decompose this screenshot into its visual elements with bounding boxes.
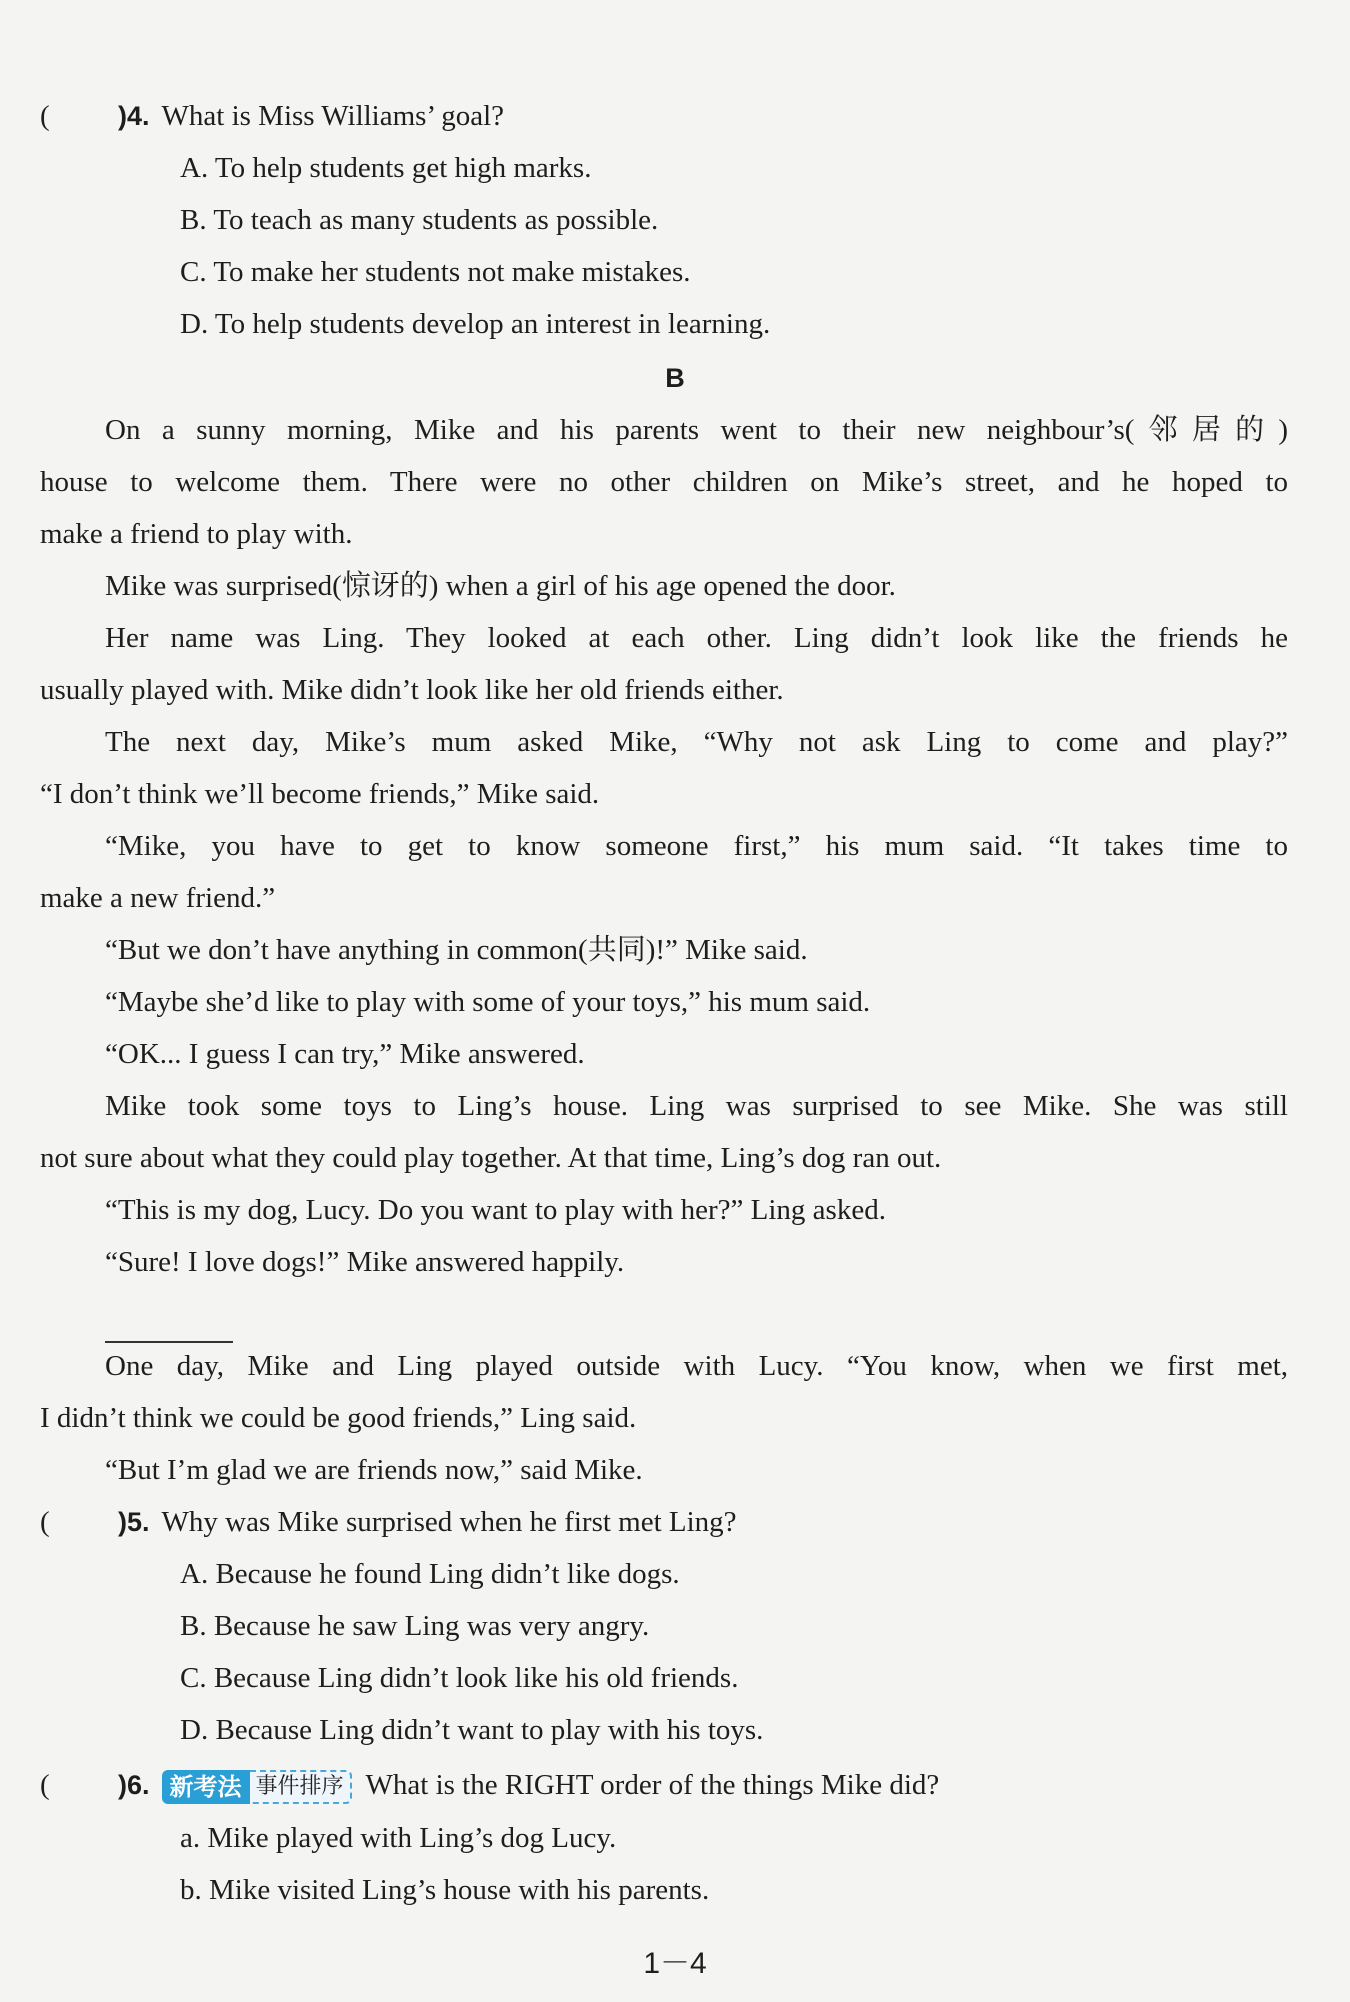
passage-line: usually played with. Mike didn’t look like her old friends either. xyxy=(40,674,784,706)
option-d: D. Because Ling didn’t want to play with his toys. xyxy=(180,1714,764,1746)
option-c: C. To make her students not make mistakes. xyxy=(180,256,691,288)
passage-line: “Mike, you have to get to know someone first,” his mum said. “It takes time to xyxy=(105,830,1288,862)
passage-line: “I don’t think we’ll become friends,” Mike said. xyxy=(40,778,600,810)
question-text: What is Miss Williams’ goal? xyxy=(161,100,505,132)
question-text: What is the RIGHT order of the things Mike did? xyxy=(365,1769,940,1801)
question-type-badge: 事件排序 xyxy=(250,1770,352,1804)
question-5 xyxy=(40,1504,1350,1540)
passage-line: On a sunny morning, Mike and his parents went to their new neighbour’s(邻居的) xyxy=(105,414,1288,446)
section-heading: B xyxy=(665,363,685,393)
passage-line: house to welcome them. There were no other children on Mike’s street, and he hoped to xyxy=(40,466,1288,498)
passage-line: “OK... I guess I can try,” Mike answered. xyxy=(105,1038,585,1070)
passage-line: “Sure! I love dogs!” Mike answered happily. xyxy=(105,1246,625,1278)
passage-line: Mike was surprised(惊讶的) when a girl of his age opened the door. xyxy=(105,570,896,602)
new-method-badge: 新考法 xyxy=(162,1770,250,1804)
passage-line: “But I’m glad we are friends now,” said Mike. xyxy=(105,1454,643,1486)
answer-bracket[interactable]: ( xyxy=(40,1506,50,1538)
question-text: Why was Mike surprised when he first met Ling? xyxy=(161,1506,737,1538)
question-6 xyxy=(40,1767,1350,1804)
passage-line: “Maybe she’d like to play with some of your toys,” his mum said. xyxy=(105,986,871,1018)
passage-line: Mike took some toys to Ling’s house. Ling was surprised to see Mike. She was still xyxy=(105,1090,1288,1122)
question-number: )6. xyxy=(118,1770,150,1800)
passage-line: “But we don’t have anything in common(共同)!” Mike said. xyxy=(105,934,808,966)
answer-bracket[interactable]: ( xyxy=(40,1769,50,1801)
option-a: A. To help students get high marks. xyxy=(180,152,592,184)
passage-line: Her name was Ling. They looked at each other. Ling didn’t look like the friends he xyxy=(105,622,1288,654)
passage-line: not sure about what they could play together. At that time, Ling’s dog ran out. xyxy=(40,1142,942,1174)
page-number: 1－4 xyxy=(643,1947,707,1980)
passage-line: “This is my dog, Lucy. Do you want to play with her?” Ling asked. xyxy=(105,1194,886,1226)
passage-line: make a friend to play with. xyxy=(40,518,353,550)
passage-line: I didn’t think we could be good friends,” Ling said. xyxy=(40,1402,637,1434)
question-number: )4. xyxy=(118,101,150,131)
passage-line: make a new friend.” xyxy=(40,882,276,914)
answer-bracket[interactable]: ( xyxy=(40,100,50,132)
fill-in-blank[interactable] xyxy=(105,1341,233,1343)
option-b: B. Because he saw Ling was very angry. xyxy=(180,1610,650,1642)
option-c: C. Because Ling didn’t look like his old friends. xyxy=(180,1662,739,1694)
option-a: A. Because he found Ling didn’t like dogs. xyxy=(180,1558,680,1590)
passage-line: One day, Mike and Ling played outside with Lucy. “You know, when we first met, xyxy=(105,1350,1288,1382)
question-4 xyxy=(40,98,1350,134)
option-d: D. To help students develop an interest in learning. xyxy=(180,308,771,340)
order-item-a: a. Mike played with Ling’s dog Lucy. xyxy=(180,1822,617,1854)
question-number: )5. xyxy=(118,1507,150,1537)
option-b: B. To teach as many students as possible. xyxy=(180,204,659,236)
order-item-b: b. Mike visited Ling’s house with his parents. xyxy=(180,1874,710,1906)
passage-line: The next day, Mike’s mum asked Mike, “Why not ask Ling to come and play?” xyxy=(105,726,1288,758)
